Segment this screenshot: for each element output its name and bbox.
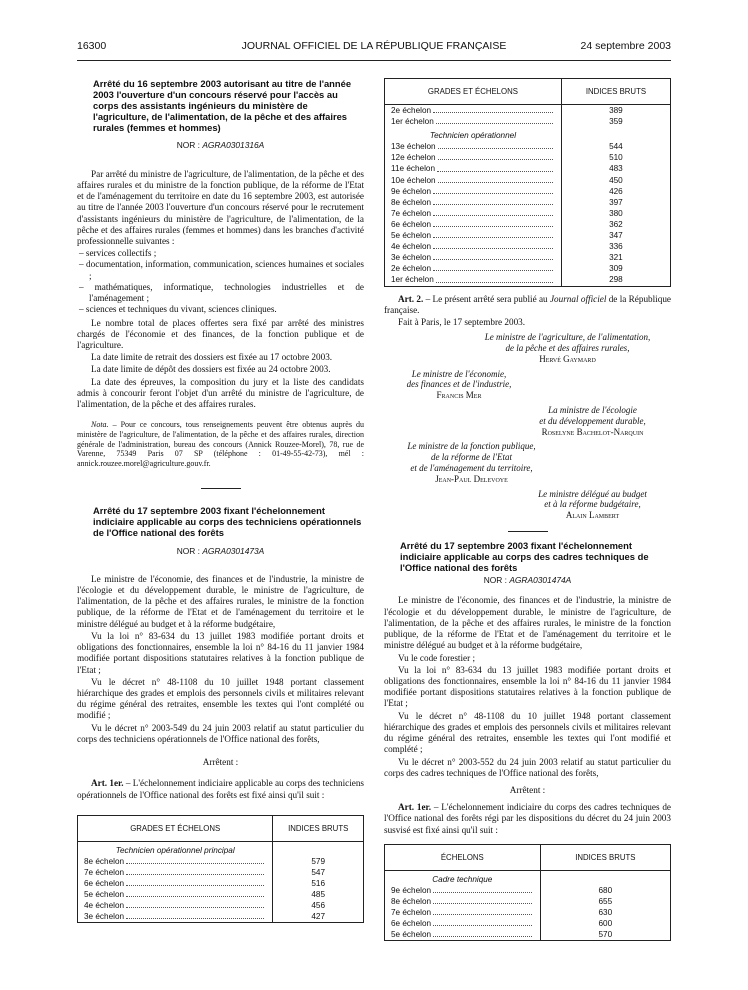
table-row <box>385 152 671 163</box>
arrete2-table <box>77 815 364 924</box>
echelon-label: 6e échelon <box>84 879 125 889</box>
table-row <box>78 889 364 900</box>
leader-dots <box>433 241 553 249</box>
arrete3-nor: NOR : AGRA0301474A <box>483 575 572 586</box>
header-rule <box>77 60 671 61</box>
section-divider <box>201 488 241 489</box>
leader-dots <box>437 163 553 171</box>
indice-value: 380 <box>609 208 623 218</box>
arrete2-art1: Art. 1er. – L'échelonnement indiciaire applicable au corps des techniciens opérationnels de l'Office national des forêts est fixé ainsi qu'il suit : <box>77 778 364 800</box>
leader-dots <box>436 274 553 282</box>
arrete3-arretent: Arrêtent : <box>509 784 546 795</box>
indice-value: 362 <box>609 219 623 229</box>
leader-dots <box>433 252 553 260</box>
table-header-grades: GRADES ET ÉCHELONS <box>78 815 273 841</box>
indice-value: 630 <box>598 908 613 918</box>
leader-dots <box>126 867 264 875</box>
echelon-label: 6e échelon <box>391 919 432 929</box>
table-row <box>78 856 364 867</box>
table-row <box>78 911 364 923</box>
indice-value: 298 <box>609 275 623 285</box>
arrete2-title: Arrêté du 17 septembre 2003 fixant l'échelonnement indiciaire applicable au corps des techniciens opérationnels de l'Office national des forêts <box>93 505 362 539</box>
branch-item: – documentation, information, communication, sciences humaines et sociales ; <box>77 259 364 281</box>
arrete3-table <box>384 844 671 942</box>
signature-agriculture: Le ministre de l'agriculture, de l'alimentation, de la pêche et des affaires rurales, Hervé Gaymard <box>484 332 651 364</box>
table-row <box>385 197 671 208</box>
leader-dots <box>126 911 264 919</box>
arrete3-title: Arrêté du 17 septembre 2003 fixant l'échelonnement indiciaire applicable au corps des cadres techniques de l'Office national des forêts <box>400 539 649 574</box>
table-row <box>385 929 671 941</box>
arrete1-branches <box>77 248 364 315</box>
table-row <box>78 867 364 878</box>
indice-value: 516 <box>311 879 326 889</box>
table-section-label: Technicien opérationnel <box>385 127 562 141</box>
indice-value: 397 <box>609 197 623 207</box>
indice-value: 600 <box>598 919 613 929</box>
arrete2-p1: Le ministre de l'économie, des finances et de l'industrie, la ministre de l'écologie et du développement durable, le ministre de l'agriculture, de l'alimentation, de la pêche et des affaires rurales, le ministre de la fonction publique, de la réforme de l'Etat et de l'aménagement du territoire et le ministre délégué au budget et à la réforme budgétaire, <box>77 573 364 629</box>
section-divider <box>508 531 548 532</box>
table-row <box>385 175 671 186</box>
arrete1-note: Nota. – Pour ce concours, tous renseignements peuvent être obtenus auprès du ministère de l'agriculture, de l'alimentation, de la pêche et des affaires rurales, direction générale de l'administration, bureau des concours (Annick Rouzee-Morel), 78, rue de Varenne, 75349 Paris 07 SP (téléphone : 01-49-55-42-73), mél : annick.rouzee.morel@agriculture.gouv.fr. <box>77 420 364 468</box>
leader-dots <box>433 230 553 238</box>
leader-dots <box>433 907 532 915</box>
table-row <box>385 241 671 252</box>
leader-dots <box>433 105 553 113</box>
echelon-label: 3e échelon <box>84 912 125 922</box>
table-header-indices: INDICES BRUTS <box>561 79 670 105</box>
table-row <box>385 918 671 929</box>
echelon-label: 13e échelon <box>391 142 436 152</box>
echelon-label: 6e échelon <box>391 219 432 229</box>
arrete2-nor: NOR : AGRA0301473A <box>176 545 265 556</box>
arrete1-nor: NOR : AGRA0301316A <box>176 140 265 151</box>
leader-dots <box>126 900 264 908</box>
page-number: 16300 <box>77 40 107 52</box>
arrete2-p4: Vu le décret n° 2003-549 du 24 juin 2003 relatif au statut particulier du corps des techniciens opérationnels de l'Office national des forêts, <box>77 722 364 744</box>
echelon-label: 4e échelon <box>391 242 432 252</box>
arrete1-p3: La date limite de retrait des dossiers est fixée au 17 octobre 2003. <box>91 352 333 363</box>
page-header <box>77 40 671 56</box>
arrete3-p4: Vu le décret n° 48-1108 du 10 juillet 1948 portant classement hiérarchique des grades et emplois des personnels civils et militaires relevant du régime général des retraites, ensemble les textes qui l'ont modifié et complété ; <box>384 710 671 755</box>
indice-value: 579 <box>311 856 326 866</box>
table-row <box>385 208 671 219</box>
indice-value: 347 <box>609 231 623 241</box>
signature-economie: Le ministre de l'économie, des finances et de l'industrie, Francis Mer <box>406 368 512 401</box>
echelon-label: 10e échelon <box>391 175 436 185</box>
leader-dots <box>433 263 553 271</box>
echelon-label: 4e échelon <box>84 901 125 911</box>
echelon-label: 7e échelon <box>391 908 432 918</box>
arrete3-p3: Vu la loi n° 83-634 du 13 juillet 1983 modifiée portant droits et obligations des fonctionnaires, ensemble la loi n° 84-16 du 11 janvier 1984 modifiée portant dispositions statutaires relatives à la fonction publique de l'Etat ; <box>384 664 671 709</box>
arrete2-table-continued <box>384 78 671 287</box>
indice-value: 389 <box>609 106 623 115</box>
branch-item: – sciences et techniques du vivant, sciences cliniques. <box>77 304 364 315</box>
echelon-label: 1er échelon <box>391 117 434 127</box>
issue-date: 24 septembre 2003 <box>580 40 671 52</box>
echelon-label: 8e échelon <box>391 897 432 906</box>
arrete3-p2: Vu le code forestier ; <box>398 652 475 663</box>
table-header-grades: GRADES ET ÉCHELONS <box>385 79 562 105</box>
echelon-label: 7e échelon <box>84 867 125 877</box>
left-column <box>77 78 364 978</box>
echelon-label: 5e échelon <box>84 890 125 900</box>
indice-value: 456 <box>311 901 326 911</box>
table-row <box>385 116 671 127</box>
table-row <box>385 896 671 907</box>
indice-value: 485 <box>311 890 326 900</box>
table-row <box>385 263 671 274</box>
indice-value: 680 <box>598 885 613 895</box>
leader-dots <box>438 141 553 149</box>
leader-dots <box>433 219 553 227</box>
table-section-label: Technicien opérationnel principal <box>78 841 273 856</box>
leader-dots <box>126 856 264 864</box>
table-row <box>385 230 671 241</box>
leader-dots <box>438 175 553 183</box>
arrete1-title: Arrêté du 16 septembre 2003 autorisant au titre de l'année 2003 l'ouverture d'un concours réservé pour l'accès au corps des assistants ingénieurs du ministère de l'agriculture, de l'alimentation, de la pêche et des affaires rurales (femmes et hommes) <box>93 78 352 134</box>
table-section-row <box>385 127 671 141</box>
arrete2-art2: Art. 2. – Le présent arrêté sera publié au Journal officiel de la République française. <box>384 293 671 315</box>
arrete2-p2: Vu la loi n° 83-634 du 13 juillet 1983 modifiée portant droits et obligations des fonctionnaires, ensemble la loi n° 84-16 du 11 janvier 1984 modifiée portant dispositions statutaires relatives à la fonction publique de l'Etat ; <box>77 630 364 675</box>
indice-value: 570 <box>598 930 613 940</box>
echelon-label: 8e échelon <box>391 197 432 207</box>
echelon-label: 8e échelon <box>84 856 125 866</box>
echelon-label: 9e échelon <box>391 186 432 196</box>
arrete1-p5: La date des épreuves, la composition du jury et la liste des candidats admis à concourir feront l'objet d'un arrêté du ministre de l'agriculture, de l'alimentation, de la pêche et des affaires rurales. <box>77 376 364 410</box>
signature-budget: Le ministre délégué au budget et à la réforme budgétaire, Alain Lambert <box>538 488 647 521</box>
indice-value: 321 <box>609 253 623 263</box>
indice-value: 336 <box>609 242 623 252</box>
signature-ecologie: La ministre de l'écologie et du développement durable, Roselyne Bachelot-Narquin <box>539 404 646 437</box>
indice-value: 655 <box>598 897 613 906</box>
leader-dots <box>126 889 264 897</box>
leader-dots <box>433 918 532 926</box>
branch-item: – mathématiques, informatique, technologies industrielles et de l'aménagement ; <box>77 282 364 304</box>
echelon-label: 3e échelon <box>391 253 432 263</box>
arrete3-p5: Vu le décret n° 2003-552 du 24 juin 2003 relatif au statut particulier du corps des cadres techniques de l'Office national des forêts, <box>384 756 671 778</box>
table-row <box>385 907 671 918</box>
arrete3-p1: Le ministre de l'économie, des finances et de l'industrie, la ministre de l'écologie et du développement durable, le ministre de l'agriculture, de l'alimentation, de la pêche et des affaires rurales, le ministre de la fonction publique, de la réforme de l'Etat et de l'aménagement du territoire et le ministre délégué au budget et à la réforme budgétaire, <box>384 595 671 651</box>
indice-value: 483 <box>609 164 623 174</box>
leader-dots <box>433 929 532 937</box>
echelon-label: 5e échelon <box>391 231 432 241</box>
table-section-row <box>385 870 671 885</box>
leader-dots <box>433 186 553 194</box>
table-row <box>385 252 671 263</box>
indice-value: 359 <box>609 117 623 127</box>
echelon-label: 12e échelon <box>391 153 436 163</box>
arrete2-arretent: Arrêtent : <box>202 757 239 768</box>
indice-value: 427 <box>311 912 326 922</box>
echelon-label: 2e échelon <box>391 264 432 274</box>
table-row <box>385 219 671 230</box>
echelon-label: 1er échelon <box>391 275 434 285</box>
leader-dots <box>433 896 532 904</box>
echelon-label: 7e échelon <box>391 208 432 218</box>
arrete2-fait: Fait à Paris, le 17 septembre 2003. <box>398 316 526 327</box>
table-row <box>385 885 671 896</box>
arrete3-art1: Art. 1er. – L'échelonnement indiciaire du corps des cadres techniques de l'Office national des forêts régi par les dispositions du décret du 24 juin 2003 susvisé est fixé ainsi qu'il suit : <box>384 802 671 835</box>
table-row <box>385 163 671 174</box>
leader-dots <box>433 197 553 205</box>
signature-fonction-publique: Le ministre de la fonction publique, de la réforme de l'Etat et de l'aménagement du territoire, Jean-Paul Delevoye <box>407 441 536 484</box>
table-row <box>78 878 364 889</box>
arrete2-p3: Vu le décret n° 48-1108 du 10 juillet 1948 portant classement hiérarchique des grades et emplois des personnels civils et militaires relevant du régime général des retraites, ensemble les textes qui l'ont complété ou modifié ; <box>77 676 364 721</box>
echelon-label: 2e échelon <box>391 106 432 115</box>
table-row <box>78 900 364 911</box>
echelon-label: 5e échelon <box>391 930 432 940</box>
indice-value: 547 <box>311 867 326 877</box>
arrete1-p4: La date limite de dépôt des dossiers est fixée au 24 octobre 2003. <box>91 364 331 375</box>
arrete1-p2: Le nombre total de places offertes sera fixé par arrêté des ministres chargés de l'économie et des finances, de la fonction publique et de l'agriculture. <box>77 317 364 350</box>
table-section-label: Cadre technique <box>385 870 541 885</box>
leader-dots <box>436 116 553 124</box>
table-row <box>385 105 671 117</box>
indice-value: 450 <box>609 175 623 185</box>
branch-item: – services collectifs ; <box>77 248 364 259</box>
indice-value: 426 <box>609 186 623 196</box>
table-row <box>385 141 671 152</box>
leader-dots <box>433 208 553 216</box>
table-row <box>385 274 671 286</box>
leader-dots <box>433 885 532 893</box>
table-row <box>385 186 671 197</box>
indice-value: 309 <box>609 264 623 274</box>
right-column <box>384 78 671 978</box>
indice-value: 544 <box>609 142 623 152</box>
leader-dots <box>438 152 553 160</box>
table-section-row <box>78 841 364 856</box>
indice-value: 510 <box>609 153 623 163</box>
journal-title: JOURNAL OFFICIEL DE LA RÉPUBLIQUE FRANÇAISE <box>241 40 507 52</box>
arrete1-p1: Par arrêté du ministre de l'agriculture, de l'alimentation, de la pêche et des affaires rurales et du ministre de la fonction publique, de la réforme de l'Etat et de l'aménagement du territoire en date du 16 septembre 2003, est autorisée au titre de l'année 2003 l'ouverture d'un concours réservé pour le recrutement d'assistants ingénieurs du ministère de l'agriculture, de l'alimentation, de la pêche et des affaires rurales (femmes et hommes) dans les branches d'activité professionnelle suivantes : <box>77 168 364 247</box>
echelon-label: 9e échelon <box>391 885 432 895</box>
table-header-echelons: ÉCHELONS <box>385 844 541 870</box>
echelon-label: 11e échelon <box>391 164 436 174</box>
leader-dots <box>126 878 264 886</box>
table-header-indices: INDICES BRUTS <box>540 844 670 870</box>
table-header-indices: INDICES BRUTS <box>273 815 364 841</box>
